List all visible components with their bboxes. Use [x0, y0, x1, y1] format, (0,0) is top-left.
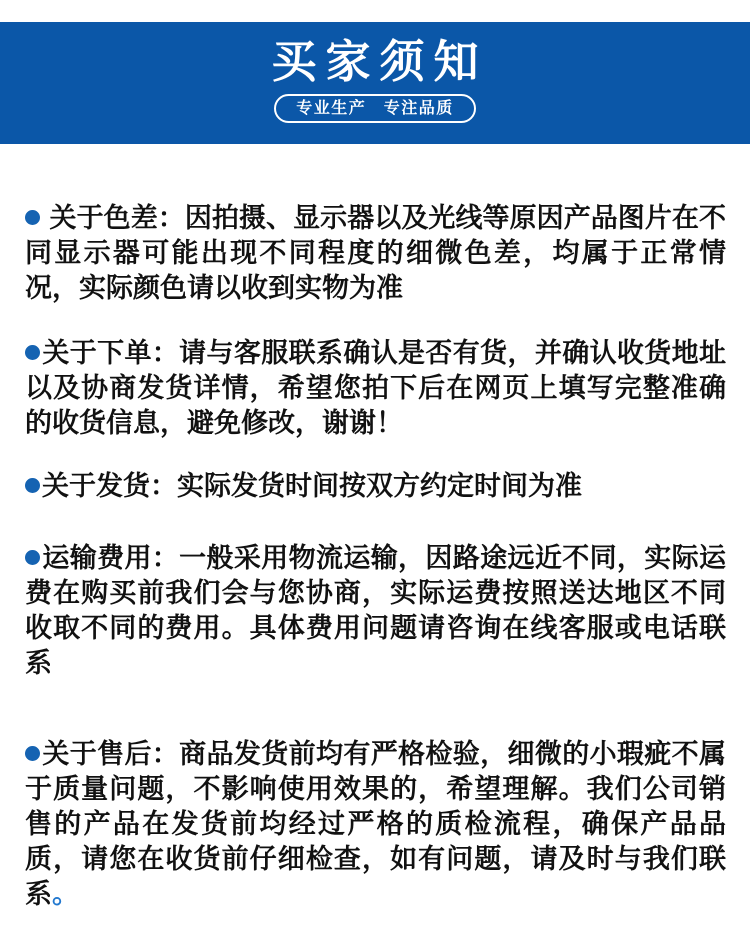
header-banner: [0, 22, 750, 144]
notice-label: 关于售后：: [42, 739, 180, 769]
tagline-badge: [274, 94, 476, 123]
notice-label: 关于色差：: [42, 203, 185, 233]
notice-body: 实际发货时间按双方约定时间为准: [177, 471, 582, 501]
notice-body: 请与客服联系确认是否有货，并确认收货地址以及协商发货详情，希望您拍下后在网页上填写完整准确的收货信息，避免修改，谢谢！: [25, 338, 727, 438]
notice-item-delivery: [25, 469, 726, 504]
notice-list: [0, 144, 750, 912]
bullet-icon: [25, 550, 40, 565]
notice-period-blue: 。: [52, 879, 79, 909]
bullet-icon: [25, 478, 40, 493]
notice-label: 运输费用：: [42, 543, 180, 573]
notice-item-freight: [25, 541, 726, 681]
notice-body: 一般采用物流运输，因路途远近不同，实际运费在购买前我们会与您协商，实际运费按照送达地区不同收取不同的费用。具体费用问题请咨询在线客服或电话联系: [25, 543, 727, 678]
notice-item-ordering: [25, 336, 726, 441]
notice-item-color-difference: [25, 201, 726, 306]
notice-label: 关于下单：: [42, 338, 180, 368]
notice-body: 商品发货前均有严格检验，细微的小瑕疵不属于质量问题，不影响使用效果的，希望理解。我们公司销售的产品在发货前均经过严格的质检流程，确保产品品质，请您在收货前仔细检查，如有问题，请及时与我们联系: [25, 739, 727, 909]
page-title: 买家须知: [271, 36, 488, 87]
bullet-icon: [25, 210, 40, 225]
bullet-icon: [25, 746, 40, 761]
notice-label: 关于发货：: [42, 471, 177, 501]
notice-item-after-sales: [25, 737, 726, 912]
bullet-icon: [25, 345, 40, 360]
tagline-text: 专业生产 专注品质: [296, 100, 454, 117]
notice-body: 因拍摄、显示器以及光线等原因产品图片在不同显示器可能出现不同程度的细微色差，均属于正常情况，实际颜色请以收到实物为准: [25, 203, 726, 303]
